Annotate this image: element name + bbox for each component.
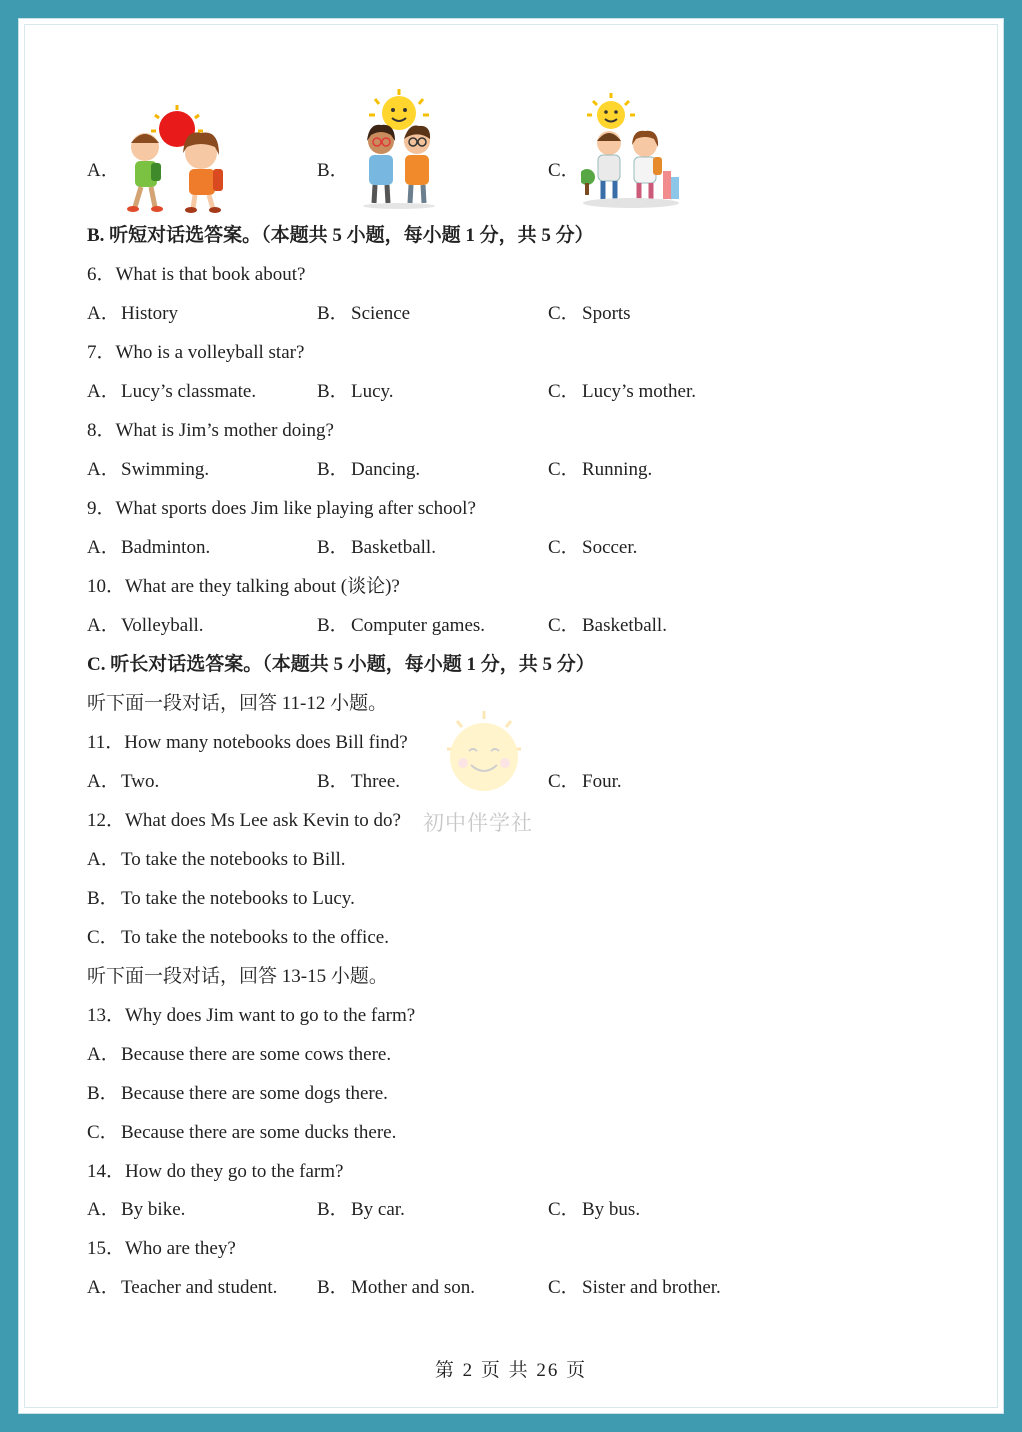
- question-9: 9．What sports does Jim like playing after school?: [87, 498, 476, 519]
- option-b-label: B．: [317, 1199, 349, 1220]
- q10-option-a: Volleyball.: [121, 615, 204, 636]
- option-b-label: B．: [317, 381, 349, 402]
- question-11: 11．How many notebooks does Bill find?: [87, 732, 408, 753]
- option-b-label: B．: [317, 1277, 349, 1298]
- section-b-heading: B. 听短对话选答案。（本题共 5 小题，每小题 1 分，共 5 分）: [87, 225, 594, 246]
- q8-option-b: Dancing.: [351, 459, 421, 480]
- question-14: 14．How do they go to the farm?: [87, 1161, 344, 1182]
- question-13: 13．Why does Jim want to go to the farm?: [87, 1005, 416, 1026]
- option-b-label: B．: [87, 888, 119, 909]
- q14-option-b: By car.: [351, 1199, 405, 1220]
- q10-option-b: Computer games.: [351, 615, 486, 636]
- option-a-label: A．: [87, 537, 120, 558]
- option-b-label: B．: [87, 1083, 119, 1104]
- section-c-intro-2: 听下面一段对话，回答 13-15 小题。: [87, 966, 388, 987]
- q7-option-c: Lucy’s mother.: [582, 381, 696, 402]
- q8-option-a: Swimming.: [121, 459, 210, 480]
- option-a-label: A．: [87, 849, 120, 870]
- option-c-label: C．: [87, 1122, 119, 1143]
- option-a-label: A．: [87, 771, 120, 792]
- q8-option-c: Running.: [582, 459, 653, 480]
- q12-option-b-row: [87, 884, 355, 914]
- option-c-label: C．: [548, 381, 580, 402]
- q6-option-b: Science: [351, 303, 411, 324]
- picture-a-kids-walking: [115, 103, 235, 215]
- option-a-label: A．: [87, 1277, 120, 1298]
- q13-option-c: Because there are some ducks there.: [121, 1122, 397, 1143]
- option-c-label: C．: [548, 771, 580, 792]
- q13-option-b-row: [87, 1079, 388, 1109]
- q9-option-a: Badminton.: [121, 537, 211, 558]
- option-c-label: C．: [87, 927, 119, 948]
- option-c-label: C．: [548, 537, 580, 558]
- q7-option-a: Lucy’s classmate.: [121, 381, 257, 402]
- option-c-label: C．: [548, 1199, 580, 1220]
- q12-option-c-row: [87, 923, 389, 953]
- picture-option-b-label: B．: [317, 160, 349, 181]
- picture-c-kids-with-books: [581, 93, 683, 211]
- option-b-label: B．: [317, 771, 349, 792]
- section-c-heading: C. 听长对话选答案。（本题共 5 小题，每小题 1 分，共 5 分）: [87, 654, 595, 675]
- question-7: 7．Who is a volleyball star?: [87, 342, 305, 363]
- option-b-label: B．: [317, 537, 349, 558]
- document-page: [18, 18, 1004, 1414]
- option-a-label: A．: [87, 1044, 120, 1065]
- picture-b-kids-holding-hands: [349, 89, 449, 211]
- q12-option-a: To take the notebooks to Bill.: [121, 849, 346, 870]
- q11-option-b: Three.: [351, 771, 401, 792]
- question-6: 6．What is that book about?: [87, 264, 306, 285]
- question-8: 8．What is Jim’s mother doing?: [87, 420, 334, 441]
- question-15: 15．Who are they?: [87, 1238, 236, 1259]
- picture-option-a-label: A．: [87, 160, 120, 181]
- q15-option-b: Mother and son.: [351, 1277, 476, 1298]
- q12-option-b: To take the notebooks to Lucy.: [121, 888, 355, 909]
- option-b-label: B．: [317, 303, 349, 324]
- q15-option-c: Sister and brother.: [582, 1277, 721, 1298]
- option-a-label: A．: [87, 381, 120, 402]
- q13-option-b: Because there are some dogs there.: [121, 1083, 388, 1104]
- option-b-label: B．: [317, 459, 349, 480]
- q6-option-c: Sports: [582, 303, 631, 324]
- option-a-label: A．: [87, 459, 120, 480]
- option-c-label: C．: [548, 615, 580, 636]
- question-10: 10．What are they talking about (谈论)?: [87, 576, 400, 597]
- q11-option-a: Two.: [121, 771, 160, 792]
- q12-option-a-row: [87, 845, 346, 875]
- q7-option-b: Lucy.: [351, 381, 394, 402]
- watermark-text: 初中伴学社: [423, 811, 533, 835]
- q11-option-c: Four.: [582, 771, 622, 792]
- page-number-footer: 第 2 页 共 26 页: [434, 1360, 588, 1381]
- option-a-label: A．: [87, 615, 120, 636]
- option-c-label: C．: [548, 303, 580, 324]
- option-a-label: A．: [87, 1199, 120, 1220]
- option-c-label: C．: [548, 1277, 580, 1298]
- q6-option-a: History: [121, 303, 178, 324]
- q13-option-a: Because there are some cows there.: [121, 1044, 392, 1065]
- q12-option-c: To take the notebooks to the office.: [121, 927, 389, 948]
- option-a-label: A．: [87, 303, 120, 324]
- q13-option-c-row: [87, 1118, 396, 1148]
- section-c-intro-1: 听下面一段对话，回答 11-12 小题。: [87, 693, 388, 714]
- option-b-label: B．: [317, 615, 349, 636]
- option-c-label: C．: [548, 459, 580, 480]
- picture-option-c-label: C．: [548, 160, 580, 181]
- question-12: 12．What does Ms Lee ask Kevin to do?: [87, 810, 401, 831]
- q15-option-a: Teacher and student.: [121, 1277, 278, 1298]
- q10-option-c: Basketball.: [582, 615, 667, 636]
- q9-option-c: Soccer.: [582, 537, 638, 558]
- q13-option-a-row: [87, 1040, 391, 1070]
- q9-option-b: Basketball.: [351, 537, 436, 558]
- q14-option-c: By bus.: [582, 1199, 641, 1220]
- q14-option-a: By bike.: [121, 1199, 186, 1220]
